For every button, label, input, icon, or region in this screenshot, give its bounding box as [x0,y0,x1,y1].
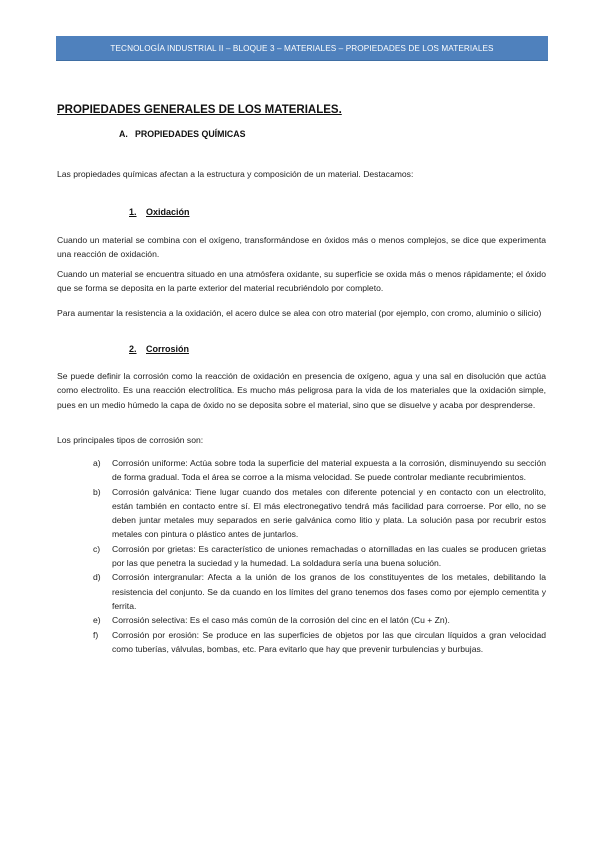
paragraph: Cuando un material se combina con el oxígeno, transformándose en óxidos más o menos complejos, se dice que experimenta una reacción de oxidación. [57,235,546,260]
page-header-band [56,36,548,61]
list-item [93,570,546,613]
section-label: PROPIEDADES QUÍMICAS [135,129,246,139]
list-item-text: Corrosión galvánica: Tiene lugar cuando dos metales con diferente potencial y en contacto con un electrolito, están también en contacto entre sí. El más electronegativo tendrá más facilidad para corroerse. Por ello, no se deben juntar metales muy separados en serie galvánica como litio y plata. La solución pasa por recubrir estos metales con pintura o plástico antes de juntarlos. [112,486,546,540]
paragraph: Se puede definir la corrosión como la reacción de oxidación en presencia de oxígeno, agua y una sal en disolución que actúa como electrolito. Es una reacción electrolítica. Es mucho más peligrosa para la vida de los materiales que la oxidación simple, pues en un medio húmedo la capa de óxido no se deposita sobre el material, sino que se disuelve y acaba por desprenderse. [57,371,546,410]
header-title: TECNOLOGÍA INDUSTRIAL II – BLOQUE 3 – MATERIALES – PROPIEDADES DE LOS MATERIALES [110,43,494,53]
paragraph: Cuando un material se encuentra situado en una atmósfera oxidante, su superficie se oxida más o menos rápidamente; el óxido que se forma se deposita en la parte exterior del material recubriéndolo por completo. [57,269,546,294]
corrosion-types-list [93,456,546,656]
subsection-label: Oxidación [146,207,190,217]
list-marker: a) [93,458,101,468]
list-item-text: Corrosión uniforme: Actúa sobre toda la superficie del material expuesta a la corrosión, disminuyendo su sección de forma gradual. Toda el área se corroe a la misma velocidad. Se puede controlar mediante recubrimientos. [112,458,546,483]
list-item [93,628,546,657]
section-heading [119,129,245,139]
subsection-number: 2. [129,344,137,354]
subsection-number: 1. [129,207,137,217]
list-item [93,485,546,542]
subsection-label: Corrosión [146,344,190,354]
intro-paragraph: Las propiedades químicas afectan a la estructura y composición de un material. Destacamos: [57,169,414,179]
paragraph: Para aumentar la resistencia a la oxidación, el acero dulce se alea con otro material (por ejemplo, con cromo, aluminio o silicio) [57,308,542,318]
list-item-text: Corrosión por erosión: Se produce en las superficies de objetos por las que circulan líquidos a gran velocidad como tuberías, válvulas, bombas, etc. Para evitarlo que hay que prevenir turbulencias y burbujas. [112,629,546,654]
list-item [93,456,546,485]
subsection-heading-corrosion [129,344,189,354]
list-item-text: Corrosión por grietas: Es característico de uniones remachadas o atornilladas en las cuales se producen grietas por las que penetra la suciedad y la humedad. La soldadura sería una buena solución. [112,543,546,569]
list-item-text: Corrosión selectiva: Es el caso más común de la corrosión del cinc en el latón (Cu + Zn). [112,615,450,626]
document-title: PROPIEDADES GENERALES DE LOS MATERIALES. [57,104,342,116]
list-marker: e) [93,615,101,626]
list-marker: b) [93,486,101,497]
list-marker: d) [93,572,101,583]
paragraph: Los principales tipos de corrosión son: [57,435,204,445]
list-item [93,613,546,627]
subsection-heading-oxidation [129,207,190,217]
list-item-text: Corrosión intergranular: Afecta a la unión de los granos de los constituyentes de los metales, debilitando la resistencia del conjunto. Se da cuando en los límites del grano tenemos dos fases como por ejemplo cementita y ferrita. [112,572,546,611]
list-item [93,542,546,571]
list-marker: f) [93,629,99,640]
section-letter: A. [119,129,128,139]
list-marker: c) [93,543,101,554]
